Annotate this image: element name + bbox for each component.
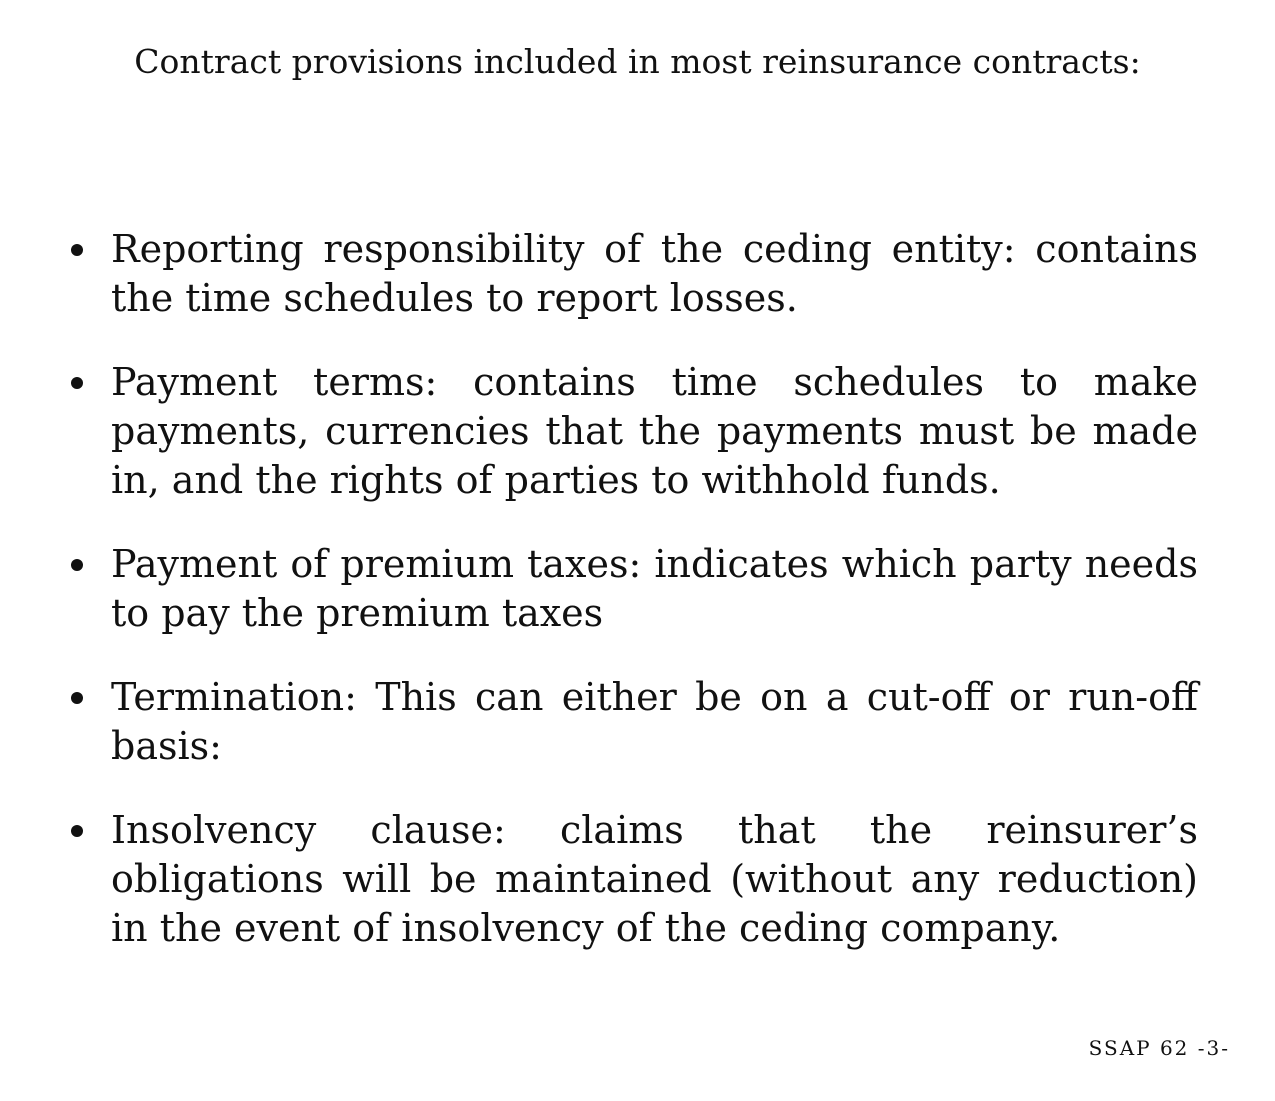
list-item-text: Payment terms: contains time schedules to make payments, currencies that the payments must be made in, and the rights of parties to withhold funds.	[111, 360, 1198, 502]
list-item-text: Insolvency clause: claims that the reinsurer’s obligations will be maintained (without any reduction) in the event of insolvency of the ceding company.	[111, 808, 1198, 950]
list-item-reporting-responsibility	[66, 225, 1198, 323]
bullet-icon	[71, 692, 83, 704]
page-footer: SSAP 62 -3-	[1088, 1036, 1230, 1060]
bullet-icon	[71, 377, 83, 389]
bullet-icon	[71, 244, 83, 256]
page-title: Contract provisions included in most reinsurance contracts:	[134, 42, 1141, 81]
list-item-text: Reporting responsibility of the ceding entity: contains the time schedules to report losses.	[111, 227, 1198, 320]
list-item-premium-taxes	[66, 540, 1198, 638]
provisions-list	[66, 225, 1198, 953]
bullet-icon	[71, 559, 83, 571]
list-item-text: Termination: This can either be on a cut-off or run-off basis:	[111, 675, 1198, 768]
list-item-text: Payment of premium taxes: indicates which party needs to pay the premium taxes	[111, 542, 1198, 635]
list-item-payment-terms	[66, 358, 1198, 505]
list-item-termination	[66, 673, 1198, 771]
list-item-insolvency-clause	[66, 806, 1198, 953]
bullet-icon	[71, 825, 83, 837]
